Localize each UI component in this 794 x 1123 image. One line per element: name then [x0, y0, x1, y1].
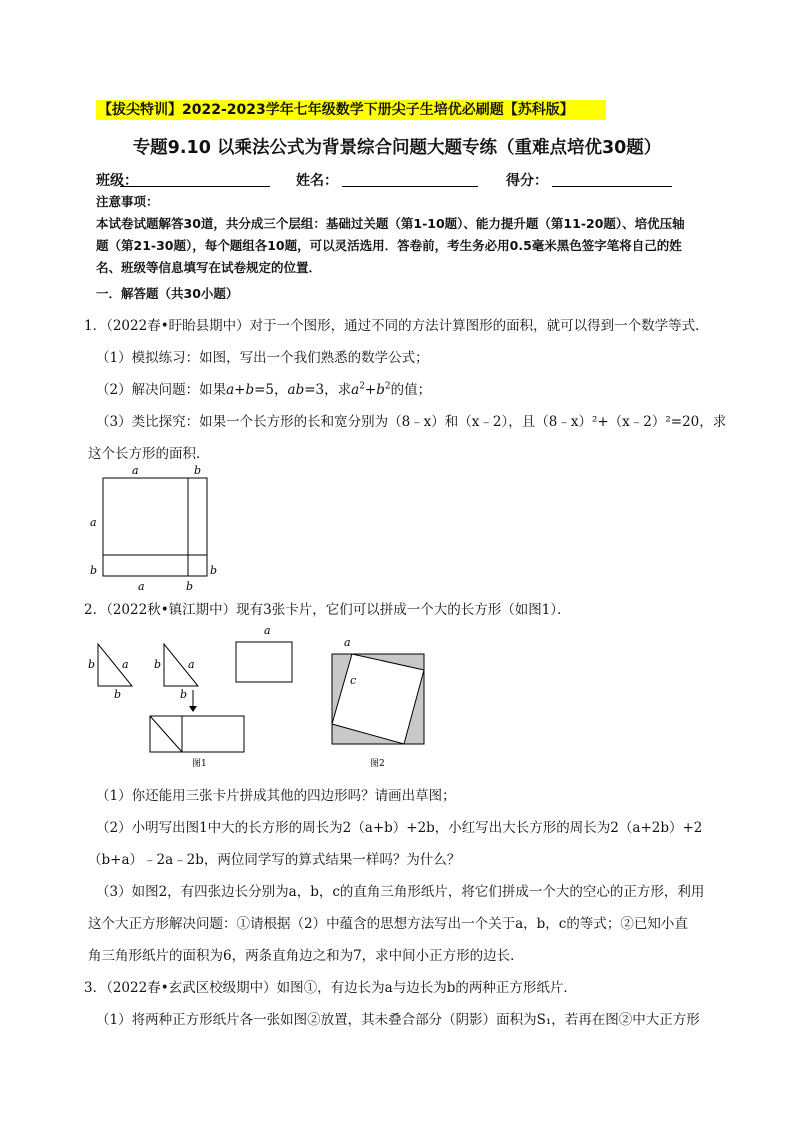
class-label: 班级： — [96, 173, 138, 189]
q2-stem: 2．（2022秋•镇江期中）现有3张卡片，它们可以拼成一个大的长方形（如图1）． — [84, 602, 571, 618]
big-square — [103, 478, 207, 576]
svg-text:a: a — [344, 636, 351, 649]
q2-part-2-cont: （b+a）﹣2a﹣2b，两位同学写的算式结果一样吗？为什么？ — [88, 852, 461, 868]
notice-line-1: 本试卷试题解答30道，共分成三个层组：基础过关题（第1-10题）、能力提升题（第11-20题）、培优压轴 — [96, 216, 685, 231]
class-blank[interactable] — [120, 170, 270, 187]
q2-part-3-cont-1: 这个大正方形解决问题：①请根据（2）中蕴含的思想方法写出一个关于a，b，c的等式；②已知小直 — [88, 916, 688, 932]
section-heading: 一．解答题（共30小题） — [96, 286, 239, 301]
label-left-b: b — [90, 564, 98, 577]
svg-text:a: a — [188, 658, 195, 671]
score-blank[interactable] — [552, 170, 672, 187]
figure1-rect — [150, 716, 244, 752]
svg-text:图1: 图1 — [192, 759, 207, 769]
svg-text:a: a — [122, 658, 129, 671]
svg-text:b: b — [114, 688, 122, 701]
q1-part-3-cont: 这个长方形的面积． — [88, 446, 210, 462]
arrow-down-icon — [189, 706, 197, 712]
q2-part-2: （2）小明写出图1中大的长方形的周长为2（a+b）+2b，小红写出大长方形的周长为2（a+2b）+2 — [96, 820, 703, 836]
q1-square-figure — [84, 462, 224, 593]
svg-text:b: b — [88, 658, 96, 671]
q1-part-1: （1）模拟练习：如图，写出一个我们熟悉的数学公式； — [96, 350, 429, 366]
q2-part-3-cont-2: 角三角形纸片的面积为6，两条直角边之和为7，求中间小正方形的边长． — [88, 948, 524, 964]
svg-text:c: c — [350, 674, 357, 687]
notice-line-2: 题（第21-30题），每个题组各10题，可以灵活选用．答卷前，考生务必用0.5毫米黑色签字笔将自己的姓 — [96, 238, 682, 253]
page-title: 专题9.10 以乘法公式为背景综合问题大题专练（重难点培优30题） — [132, 138, 662, 158]
q1-part-2: （2）解决问题：如果a+b=5，ab=3，求$a^2+b^2$的值； — [96, 381, 432, 398]
label-left-a: a — [90, 516, 97, 529]
notice-line-3: 名、班级等信息填写在试卷规定的位置． — [96, 260, 322, 275]
q2-part-1: （1）你还能用三张卡片拼成其他的四边形吗？请画出草图； — [96, 788, 456, 804]
q2-cards-figure — [84, 620, 424, 770]
svg-text:a: a — [264, 624, 271, 637]
label-top-b: b — [194, 464, 202, 477]
q3-stem: 3．（2022春•玄武区校级期中）如图①，有边长为a与边长为b的两种正方形纸片． — [84, 980, 577, 996]
name-label: 姓名： — [296, 173, 338, 189]
svg-text:b: b — [154, 658, 162, 671]
label-top-a: a — [132, 464, 139, 477]
label-right-b: b — [210, 564, 218, 577]
rectangle-card — [236, 642, 292, 682]
svg-text:图2: 图2 — [370, 759, 385, 769]
svg-text:b: b — [180, 688, 188, 701]
label-bottom-a: a — [138, 580, 145, 593]
name-blank[interactable] — [342, 170, 478, 187]
header-banner: 【拔尖特训】2022-2023学年七年级数学下册尖子生培优必刷题【苏科版】 — [96, 100, 606, 120]
label-bottom-b: b — [186, 580, 194, 593]
notice-heading: 注意事项： — [96, 194, 159, 209]
q1-part-3: （3）类比探究：如果一个长方形的长和宽分别为（8﹣x）和（x﹣2），且（8﹣x）²+（x﹣2）²=20，求 — [96, 414, 727, 430]
score-label: 得分： — [506, 173, 548, 189]
q1-stem: 1．（2022春•盱眙县期中）对于一个图形，通过不同的方法计算图形的面积，就可以得到一个数学等式． — [84, 318, 709, 334]
q2-part-3: （3）如图2，有四张边长分别为a，b，c的直角三角形纸片，将它们拼成一个大的空心的正方形，利用 — [96, 884, 705, 900]
q3-part-1: （1）将两种正方形纸片各一张如图②放置，其未叠合部分（阴影）面积为S₁，若再在图②中大正方形 — [96, 1012, 700, 1028]
